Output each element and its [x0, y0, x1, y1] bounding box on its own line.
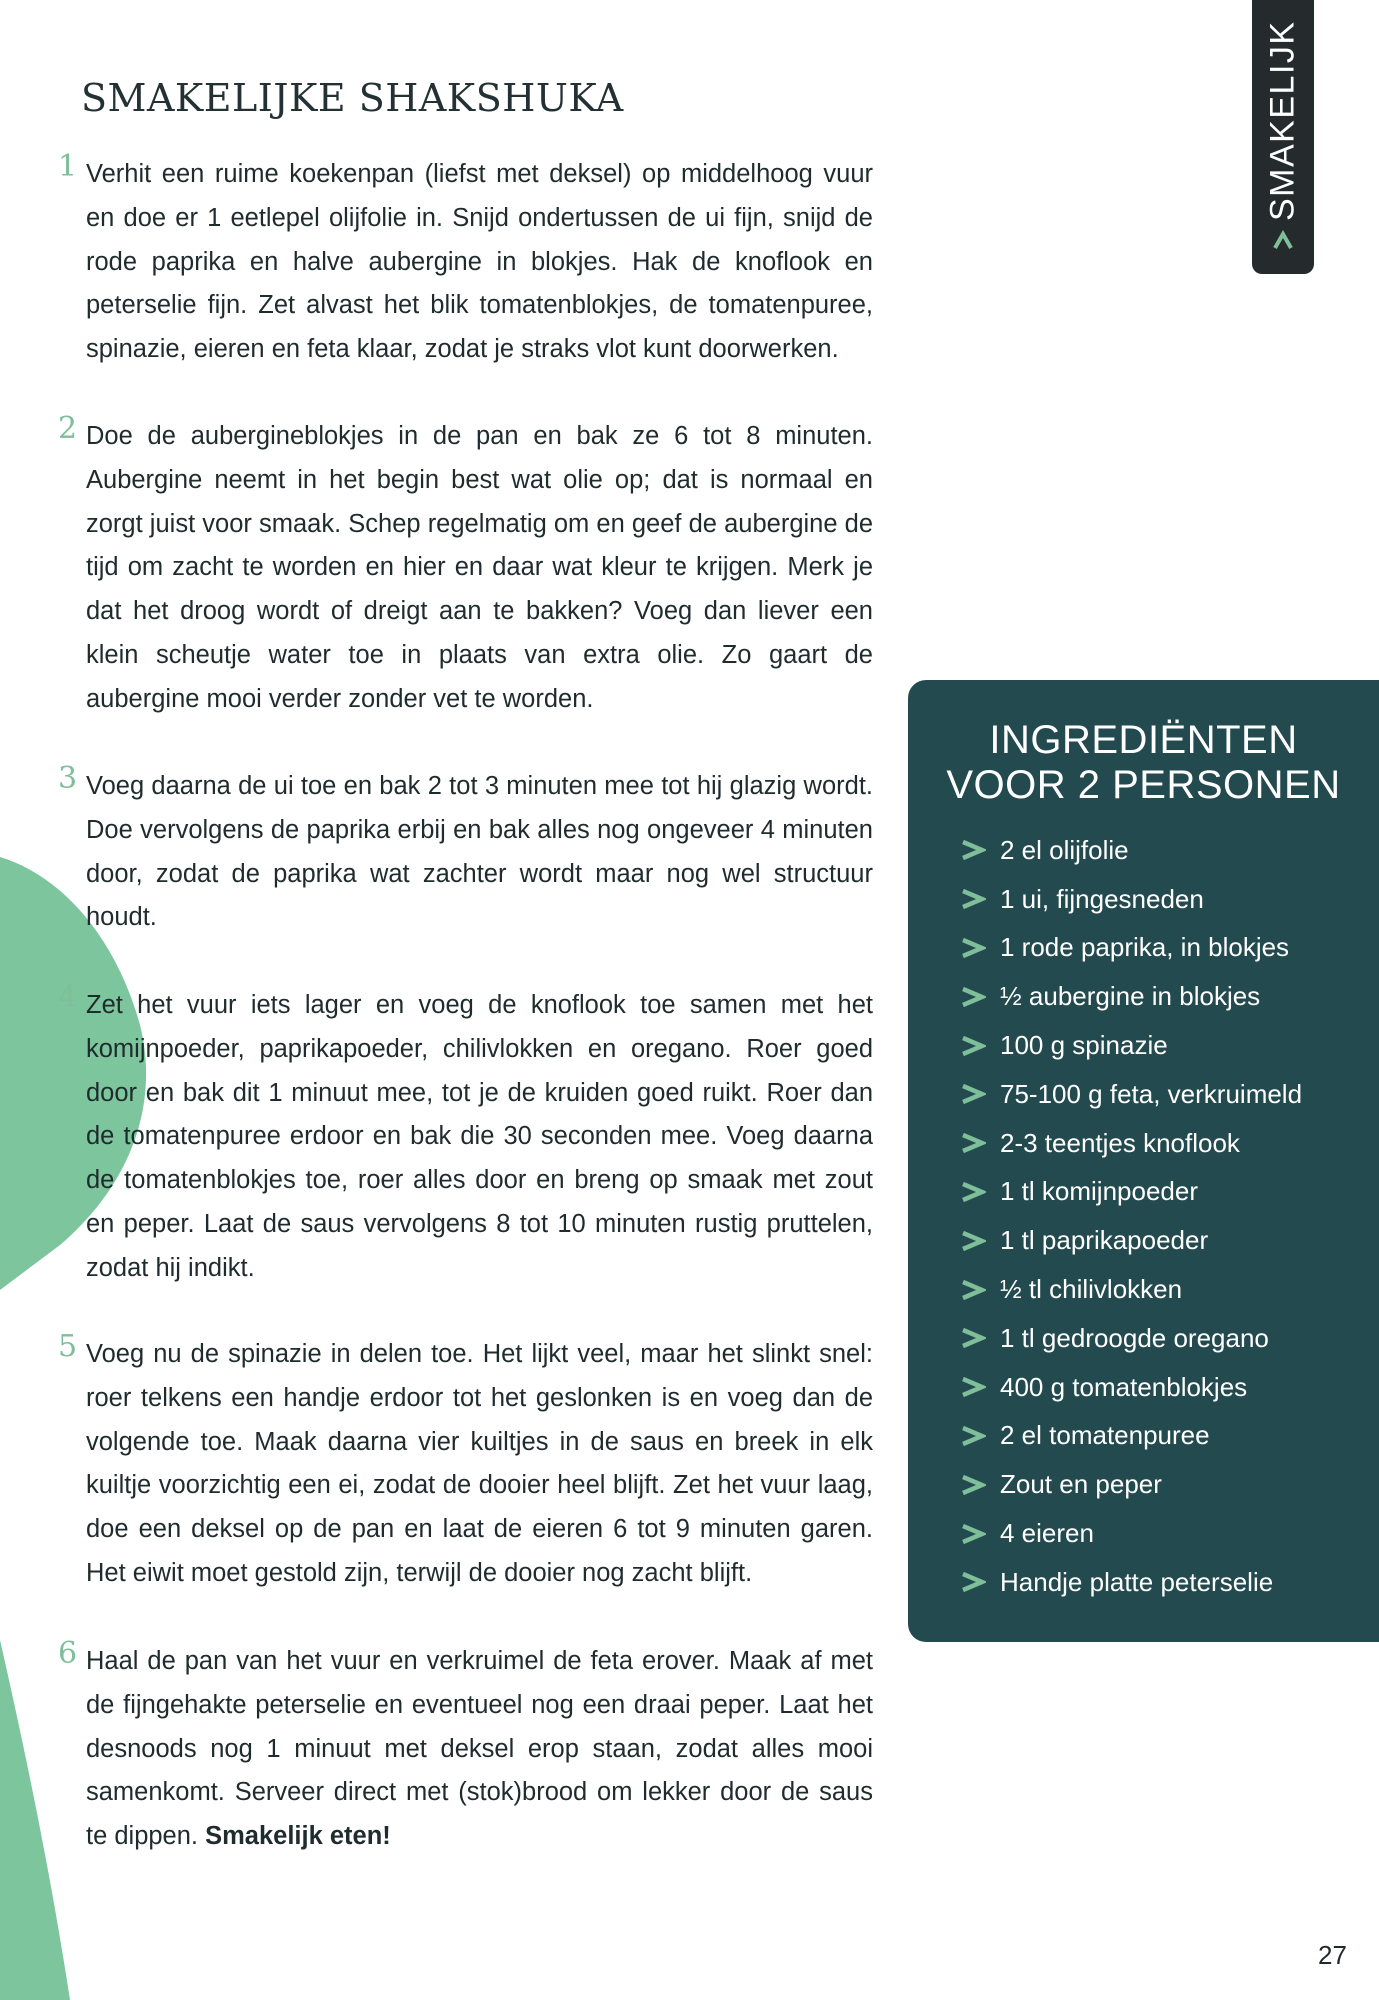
ingredient-item [960, 1363, 1302, 1412]
arrow-bullet-icon [960, 1181, 986, 1203]
step-number: 2 [58, 411, 78, 446]
arrow-bullet-icon [960, 1474, 986, 1496]
ingredient-item [960, 1460, 1302, 1509]
recipe-step-3 [58, 761, 873, 940]
step-text: Voeg daarna de ui toe en bak 2 tot 3 minuten mee tot hij glazig wordt. Doe vervolgens de paprika erbij en bak alles nog ongeveer 4 minuten door, zodat de paprika wat zachter wordt maar nog wel structuur houdt. [86, 772, 873, 932]
arrow-bullet-icon [960, 888, 986, 910]
ingredient-text: 2-3 teentjes knoflook [1000, 1127, 1240, 1158]
step-number: 5 [58, 1329, 78, 1364]
arrow-bullet-icon [960, 937, 986, 959]
step-text: Doe de aubergineblokjes in de pan en bak ze 6 tot 8 minuten. Aubergine neemt in het begin best wat olie op; dat is normaal en zorgt juist voor smaak. Schep regelmatig om en geef de aubergine de tijd om zacht te worden en hier en daar wat kleur te krijgen. Merk je dat het droog wordt of dreigt aan te bakken? Voeg dan liever een klein scheutje water toe in plaats van extra olie. Zo gaart de aubergine mooi verder zonder vet te worden. [86, 422, 873, 713]
ingredient-text: Handje platte peterselie [1000, 1566, 1274, 1597]
ingredient-text: 2 el tomatenpuree [1000, 1420, 1210, 1451]
arrow-bullet-icon [960, 1376, 986, 1398]
ingredients-list [960, 826, 1302, 1607]
recipe-step-1 [58, 149, 873, 372]
step-text: Verhit een ruime koekenpan (liefst met deksel) op middelhoog vuur en doe er 1 eetlepel olijfolie in. Snijd ondertussen de ui fijn, snijd de rode paprika en halve aubergine in blokjes. Hak de knoflook en peterselie fijn. Zet alvast het blik tomatenblokjes, de tomatenpuree, spinazie, eieren en feta klaar, zodat je straks vlot kunt doorwerken. [86, 160, 873, 364]
ingredient-item [960, 1412, 1302, 1461]
arrow-bullet-icon [960, 1523, 986, 1545]
page-title: SMAKELIJKE SHAKSHUKA [81, 76, 624, 120]
ingredient-text: 2 el olijfolie [1000, 834, 1129, 865]
ingredients-title-line2: VOOR 2 PERSONEN [946, 763, 1341, 807]
arrow-bullet-icon [960, 986, 986, 1008]
ingredient-item [960, 875, 1302, 924]
arrow-bullet-icon [960, 1230, 986, 1252]
arrow-bullet-icon [960, 1132, 986, 1154]
step-number: 4 [58, 980, 78, 1015]
arrow-bullet-icon [960, 839, 986, 861]
ingredient-text: ½ tl chilivlokken [1000, 1274, 1183, 1305]
ingredient-text: 1 tl komijnpoeder [1000, 1176, 1198, 1207]
ingredients-title [908, 718, 1379, 808]
ingredient-text: 1 tl gedroogde oregano [1000, 1322, 1269, 1353]
recipe-step-6 [58, 1636, 873, 1859]
step-number: 1 [58, 149, 78, 184]
arrow-bullet-icon [960, 1035, 986, 1057]
ingredient-item [960, 826, 1302, 875]
recipe-step-5 [58, 1329, 873, 1596]
closing-phrase: Smakelijk eten! [205, 1822, 391, 1851]
step-text [86, 1640, 873, 1859]
ingredient-text: 75-100 g feta, verkruimeld [1000, 1078, 1303, 1109]
step-text-body: Haal de pan van het vuur en verkruimel de feta erover. Maak af met de fijngehakte peterselie en eventueel nog een draai peper. Laat het desnoods nog 1 minuut met deksel erop staan, zodat alles mooi samenkomt. Serveer direct met (stok)brood om lekker door de saus te dippen. [86, 1647, 873, 1851]
arrow-bullet-icon [960, 1571, 986, 1593]
ingredient-item [960, 924, 1302, 973]
ingredient-item [960, 1265, 1302, 1314]
arrow-bullet-icon [960, 1279, 986, 1301]
ingredient-text: 400 g tomatenblokjes [1000, 1371, 1248, 1402]
arrow-bullet-icon [960, 1425, 986, 1447]
ingredient-text: 1 rode paprika, in blokjes [1000, 932, 1290, 963]
recipe-step-2 [58, 411, 873, 722]
ingredient-text: Zout en peper [1000, 1469, 1162, 1500]
step-text: Zet het vuur iets lager en voeg de knoflook toe samen met het komijnpoeder, paprikapoeder, chilivlokken en oregano. Roer goed door en bak dit 1 minuut mee, tot je de kruiden goed ruikt. Roer dan de tomatenpuree erdoor en bak die 30 seconden mee. Voeg daarna de tomatenblokjes toe, roer alles door en breng op smaak met zout en peper. Laat de saus vervolgens 8 tot 10 minuten rustig pruttelen, zodat hij indikt. [86, 991, 873, 1282]
ingredients-title-line1: INGREDIËNTEN [989, 718, 1298, 762]
section-tab-label: SMAKELIJK [1263, 20, 1302, 221]
ingredient-item [960, 1509, 1302, 1558]
arrow-bullet-icon [960, 1327, 986, 1349]
ingredient-item [960, 1558, 1302, 1607]
page-number: 27 [1318, 1940, 1347, 1970]
recipe-step-4 [58, 980, 873, 1291]
arrow-bullet-icon [960, 1083, 986, 1105]
chevron-up-icon [1268, 226, 1298, 256]
ingredient-text: ½ aubergine in blokjes [1000, 981, 1261, 1012]
ingredient-text: 1 ui, fijngesneden [1000, 883, 1204, 914]
step-number: 3 [58, 761, 78, 796]
ingredient-text: 1 tl paprikapoeder [1000, 1225, 1209, 1256]
ingredient-text: 100 g spinazie [1000, 1030, 1168, 1061]
ingredient-item [960, 1021, 1302, 1070]
step-text: Voeg nu de spinazie in delen toe. Het lijkt veel, maar het slinkt snel: roer telkens een handje erdoor tot het geslonken is en voeg dan de volgende toe. Maak daarna vier kuiltjes in de saus en breek in elk kuiltje voorzichtig een ei, zodat de dooier heel blijft. Zet het vuur laag, doe een deksel op de pan en laat de eieren 6 tot 9 minuten garen. Het eiwit moet gestold zijn, terwijl de dooier nog zacht blijft. [86, 1340, 873, 1587]
ingredient-item [960, 1070, 1302, 1119]
ingredient-text: 4 eieren [1000, 1518, 1094, 1549]
ingredient-item [960, 1216, 1302, 1265]
ingredient-item [960, 972, 1302, 1021]
step-number: 6 [58, 1636, 78, 1671]
ingredient-item [960, 1119, 1302, 1168]
ingredient-item [960, 1314, 1302, 1363]
ingredient-item [960, 1168, 1302, 1217]
